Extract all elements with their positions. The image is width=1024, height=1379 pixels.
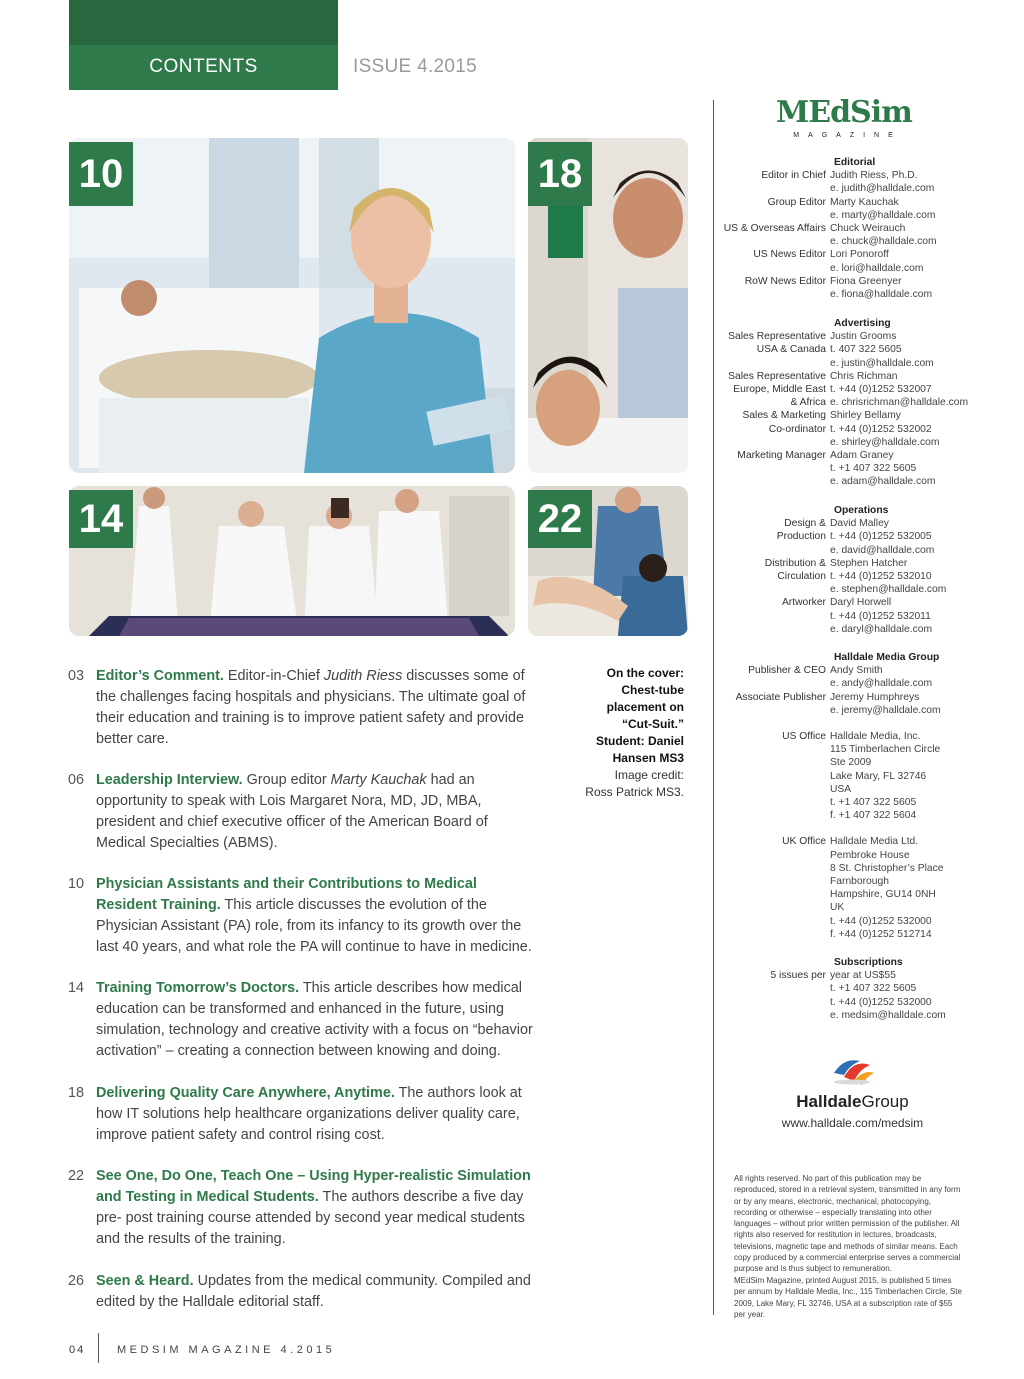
masthead-label: 5 issues per [770, 970, 826, 982]
medsim-logo: MEdSim MAGAZINE [776, 95, 912, 139]
masthead-value: David Malley [830, 518, 889, 530]
masthead-value[interactable]: e. fiona@halldale.com [830, 289, 933, 301]
masthead-value: Andy Smith [830, 665, 883, 677]
masthead-label [720, 862, 830, 875]
toc-entry[interactable] [68, 1271, 538, 1313]
masthead-label: Publisher & CEO [748, 665, 826, 677]
masthead-label [720, 475, 830, 488]
masthead-row [720, 449, 1010, 462]
toc-title: Leadership Interview. [96, 772, 243, 788]
toc-entry[interactable] [68, 1083, 538, 1146]
masthead-editorial [720, 156, 1010, 301]
masthead-value: Justin Grooms [830, 331, 897, 343]
masthead-value[interactable]: e. marty@halldale.com [830, 209, 936, 221]
toc-number: 10 [68, 876, 85, 892]
masthead-label [720, 822, 830, 835]
masthead-label: Distribution & [764, 557, 826, 569]
toc-entry[interactable] [68, 1166, 538, 1250]
masthead-label [720, 1009, 830, 1022]
masthead-label: RoW News Editor [744, 275, 826, 287]
masthead-value: 115 Timberlachen Circle [830, 744, 941, 756]
photo-doctors-table[interactable] [69, 486, 515, 636]
masthead-row [720, 664, 1010, 677]
masthead-value: Jeremy Humphreys [830, 691, 920, 703]
masthead-value [830, 822, 1010, 835]
masthead-value: Stephen Hatcher [830, 557, 908, 569]
page-number: 04 [69, 1344, 86, 1356]
masthead-row [720, 756, 1010, 769]
masthead-row [720, 530, 1010, 543]
masthead-label [720, 783, 830, 796]
halldale-url[interactable]: www.halldale.com/medsim [781, 1116, 924, 1130]
photo-nurse[interactable] [69, 138, 515, 473]
masthead-value: t. 407 322 5605 [830, 344, 902, 356]
masthead-label: UK Office [782, 836, 826, 848]
badge-10: 10 [69, 142, 133, 206]
halldale-logo: HalldaleGroup www.halldale.com/medsim [760, 1055, 945, 1130]
masthead-value[interactable]: e. lori@halldale.com [830, 262, 924, 274]
masthead-value: t. +1 407 322 5605 [830, 797, 917, 809]
masthead-label [720, 717, 830, 730]
toc-text: Updates from the medical community. Compiled and edited by the Halldale editorial staff. [96, 1273, 531, 1310]
masthead-operations [720, 504, 1010, 636]
masthead-label: US Office [782, 731, 826, 743]
masthead-row [720, 409, 1010, 422]
masthead-row [720, 544, 1010, 557]
masthead-row [720, 849, 1010, 862]
masthead-row [720, 275, 1010, 288]
masthead-label [720, 756, 830, 769]
masthead-row [720, 969, 1010, 982]
masthead-label [720, 583, 830, 596]
masthead-value[interactable]: e. chrisrichman@halldale.com [830, 397, 969, 409]
badge-14: 14 [69, 490, 133, 548]
masthead-value[interactable]: e. chuck@halldale.com [830, 236, 937, 248]
masthead-row [720, 982, 1010, 995]
masthead-label: Editor in Chief [761, 170, 826, 182]
masthead-label [720, 809, 830, 822]
toc-text: The authors look at how IT solutions help healthcare organizations deliver quality care, improve patient safety and control rising cost. [96, 1085, 522, 1143]
masthead-row [720, 370, 1010, 383]
masthead-value [830, 717, 1010, 730]
masthead-row [720, 796, 1010, 809]
masthead-row [720, 901, 1010, 914]
toc-text: Editor-in-Chief [223, 668, 324, 684]
masthead-value: Pembroke House [830, 849, 910, 861]
masthead-label [720, 982, 830, 995]
masthead-heading: Operations [834, 505, 889, 516]
masthead-label [720, 209, 830, 222]
masthead-label [720, 182, 830, 195]
masthead-label [720, 436, 830, 449]
contents-label: CONTENTS [149, 56, 258, 77]
masthead-label [720, 928, 830, 941]
masthead-row [720, 383, 1010, 396]
masthead-row [720, 570, 1010, 583]
toc-number: 26 [68, 1273, 85, 1289]
masthead-value[interactable]: e. andy@halldale.com [830, 678, 933, 690]
masthead-row [720, 262, 1010, 275]
toc-text: This article describes how medical education can be transformed and enhanced in the future, using simulation, technology and creative activity with a focus on “behavior activation” – creating a connection between knowing and doing. [96, 980, 533, 1059]
toc-text: Group editor [242, 772, 331, 788]
masthead-row [720, 462, 1010, 475]
masthead-row [720, 357, 1010, 370]
masthead-row [720, 209, 1010, 222]
masthead-label: USA & Canada [756, 344, 826, 356]
masthead-row [720, 783, 1010, 796]
masthead-value: t. +44 (0)1252 532000 [830, 996, 932, 1008]
column-divider [713, 100, 714, 1315]
masthead-value: t. +44 (0)1252 532010 [830, 571, 932, 583]
masthead-label [720, 357, 830, 370]
masthead-row [720, 248, 1010, 261]
toc-title: Training Tomorrow’s Doctors. [96, 980, 300, 996]
masthead-row [720, 822, 1010, 835]
masthead-label [720, 462, 830, 475]
masthead-label [720, 288, 830, 301]
masthead-advertising [720, 317, 1010, 489]
toc-entry[interactable] [68, 874, 538, 958]
masthead-label: Design & [784, 518, 826, 530]
toc-number: 14 [68, 980, 85, 996]
masthead-label [720, 262, 830, 275]
masthead-value: Adam Graney [830, 450, 894, 462]
masthead-value: Fiona Greenyer [830, 275, 902, 287]
masthead-label: Sales & Marketing [742, 410, 826, 422]
toc-text: This article discusses the evolution of the Physician Assistant (PA) role, from its infancy to its growth over the last 40 years, and what role the PA will continue to have in medicine. [96, 897, 532, 955]
masthead-label [720, 677, 830, 690]
masthead-value: Shirley Bellamy [830, 410, 901, 422]
masthead-label [720, 704, 830, 717]
toc-entry[interactable] [68, 978, 538, 1062]
footer-magazine-name: MEDSIM MAGAZINE 4.2015 [117, 1344, 336, 1356]
masthead-label: US & Overseas Affairs [723, 223, 826, 235]
masthead-label [720, 996, 830, 1009]
masthead-value[interactable]: e. jeremy@halldale.com [830, 704, 941, 716]
masthead-row [720, 862, 1010, 875]
masthead-value[interactable]: e. adam@halldale.com [830, 476, 936, 488]
legal-notice: All rights reserved. No part of this publication may be reproduced, stored in a retrieval system, transmitted in any form or by any means, electronic, mechanical, photocopying, recording or otherwise – especially translating into other languages – without prior written permission of the publisher. All rights also reserved for restitution in lectures, broadcasts, televisions, magnetic tape and methods of similar means. Each copy produced by a commercial enterprise serves a commercial purpose and is thus subject to remuneration. [734, 1174, 961, 1274]
masthead-value[interactable]: e. shirley@halldale.com [830, 436, 940, 448]
publication-notice: MEdSim Magazine, printed August 2015, is published 5 times per annum by Halldale Media, Inc., 115 Timberlachen Circle, Ste 2009, Lake Mary, FL 32746, USA at a subscription rate of $55 per year. [734, 1276, 962, 1319]
masthead-label: Co-ordinator [768, 423, 826, 435]
toc-title: Delivering Quality Care Anywhere, Anytime. [96, 1085, 395, 1101]
masthead-row [720, 288, 1010, 301]
masthead-value: t. +44 (0)1252 532005 [830, 531, 932, 543]
masthead-row [720, 517, 1010, 530]
masthead-label [720, 888, 830, 901]
masthead-label [720, 544, 830, 557]
masthead-label [720, 623, 830, 636]
masthead-row [720, 730, 1010, 743]
badge-22: 22 [528, 490, 592, 548]
masthead-value: f. +44 (0)1252 512714 [830, 928, 932, 940]
masthead-value: Ste 2009 [830, 757, 872, 769]
masthead-label [720, 901, 830, 914]
toc-number: 06 [68, 772, 85, 788]
masthead-value: Hampshire, GU14 0NH [830, 889, 936, 901]
masthead-value[interactable]: e. judith@halldale.com [830, 183, 935, 195]
masthead-value: t. +44 (0)1252 532007 [830, 384, 932, 396]
masthead-label: US News Editor [753, 249, 826, 261]
masthead-label [720, 770, 830, 783]
masthead-value: Daryl Horwell [830, 597, 892, 609]
masthead-row [720, 235, 1010, 248]
masthead-value: USA [830, 783, 852, 795]
masthead-label: Sales Representative [728, 331, 826, 343]
masthead-heading: Advertising [834, 318, 891, 329]
masthead-label [720, 849, 830, 862]
masthead-row [720, 169, 1010, 182]
toc-number: 22 [68, 1168, 85, 1184]
masthead-label: Marketing Manager [737, 450, 826, 462]
masthead-label [720, 235, 830, 248]
masthead-label: Associate Publisher [735, 691, 826, 703]
masthead-row [720, 222, 1010, 235]
masthead-row [720, 704, 1010, 717]
masthead-row [720, 691, 1010, 704]
masthead-row [720, 888, 1010, 901]
masthead-label [720, 610, 830, 623]
masthead-heading: Halldale Media Group [834, 652, 940, 663]
toc-title: Physician Assistants and their Contributions to Medical Resident Training. [96, 876, 477, 913]
masthead-row [720, 330, 1010, 343]
masthead-row [720, 928, 1010, 941]
masthead-media-group [720, 651, 1010, 941]
toc-author: Judith Riess [323, 668, 403, 684]
toc-number: 18 [68, 1085, 85, 1101]
halldale-logo-icon [830, 1055, 876, 1085]
masthead-heading: Subscriptions [834, 957, 903, 968]
masthead-row [720, 1009, 1010, 1022]
masthead-row [720, 717, 1010, 730]
masthead-value: t. +44 (0)1252 532011 [830, 610, 931, 622]
masthead-value: Halldale Media, Inc. [830, 731, 921, 743]
masthead-row [720, 343, 1010, 356]
masthead-value: year at US$55 [830, 970, 896, 982]
toc-author: Marty Kauchak [330, 772, 427, 788]
masthead-label: Production [776, 531, 826, 543]
masthead-row [720, 423, 1010, 436]
toc-title: See One, Do One, Teach One – Using Hyper-realistic Simulation and Testing in Medical Students. [96, 1168, 531, 1205]
masthead-value[interactable]: e. daryl@halldale.com [830, 623, 933, 635]
masthead-value: Halldale Media Ltd. [830, 836, 919, 848]
masthead-subscriptions [720, 956, 1010, 1022]
toc-title: Editor’s Comment. [96, 668, 224, 684]
masthead-value: t. +1 407 322 5605 [830, 983, 917, 995]
toc-entry[interactable] [68, 666, 538, 750]
masthead-value: t. +44 (0)1252 532002 [830, 423, 932, 435]
masthead-value[interactable]: e. stephen@halldale.com [830, 584, 947, 596]
masthead-value: t. +1 407 322 5605 [830, 463, 917, 475]
masthead-row [720, 396, 1010, 409]
masthead-row [720, 835, 1010, 848]
masthead-value[interactable]: e. david@halldale.com [830, 544, 935, 556]
masthead-value: Farnborough [830, 876, 889, 888]
masthead-row [720, 996, 1010, 1009]
toc-text: The authors describe a five day pre- post training course attended by second year medical students and the results of the training. [96, 1189, 525, 1247]
badge-18: 18 [528, 142, 592, 206]
toc-text: discusses some of the challenges facing hospitals and physicians. The ultimate goal of their education and training is to improve patient safety and provide better care. [96, 668, 526, 747]
masthead-label: Circulation [777, 571, 826, 583]
issue-label: ISSUE 4.2015 [353, 56, 478, 77]
masthead-value: Chris Richman [830, 370, 898, 382]
masthead-heading: Editorial [834, 157, 876, 168]
masthead-row [720, 875, 1010, 888]
toc-entry[interactable] [68, 770, 538, 854]
masthead-row [720, 436, 1010, 449]
masthead-label [720, 875, 830, 888]
masthead-label [720, 915, 830, 928]
masthead-row [720, 182, 1010, 195]
masthead-label: Europe, Middle East [733, 384, 826, 396]
masthead-value[interactable]: e. justin@halldale.com [830, 357, 934, 369]
masthead-value: UK [830, 902, 845, 914]
masthead-value: Marty Kauchak [830, 196, 899, 208]
toc-text: had an opportunity to speak with Lois Margaret Nora, MD, JD, MBA, president and chief executive officer of the American Board of Medical Specialties (ABMS). [96, 772, 488, 851]
masthead-label [720, 743, 830, 756]
masthead-row [720, 596, 1010, 609]
masthead-row [720, 475, 1010, 488]
toc-title: Seen & Heard. [96, 1273, 194, 1289]
masthead-row [720, 770, 1010, 783]
masthead-row [720, 610, 1010, 623]
footer-divider [98, 1333, 99, 1363]
masthead-row [720, 915, 1010, 928]
masthead-value: 8 St. Christopher’s Place [830, 862, 944, 874]
masthead-label [720, 796, 830, 809]
masthead-label: Sales Representative [728, 370, 826, 382]
masthead-label: Group Editor [767, 196, 826, 208]
toc-number: 03 [68, 668, 85, 684]
masthead-value: Chuck Weirauch [830, 223, 906, 235]
masthead-row [720, 196, 1010, 209]
masthead-row [720, 557, 1010, 570]
masthead-value[interactable]: e. medsim@halldale.com [830, 1009, 946, 1021]
masthead-label: Artworker [781, 597, 826, 609]
masthead-row [720, 809, 1010, 822]
masthead-row [720, 583, 1010, 596]
masthead-value: f. +1 407 322 5604 [830, 810, 917, 822]
cover-note: On the cover: Chest-tube placement on “Cut-Suit.” Student: Daniel Hansen MS3 Image credit: Ross Patrick MS3. [585, 666, 684, 799]
masthead-row [720, 677, 1010, 690]
masthead-value: Lori Ponoroff [830, 249, 889, 261]
masthead-label: & Africa [790, 397, 826, 409]
masthead-value: Lake Mary, FL 32746 [830, 770, 927, 782]
masthead-row [720, 743, 1010, 756]
masthead-value: Judith Riess, Ph.D. [830, 170, 918, 182]
masthead-value: t. +44 (0)1252 532000 [830, 915, 932, 927]
masthead-row [720, 623, 1010, 636]
